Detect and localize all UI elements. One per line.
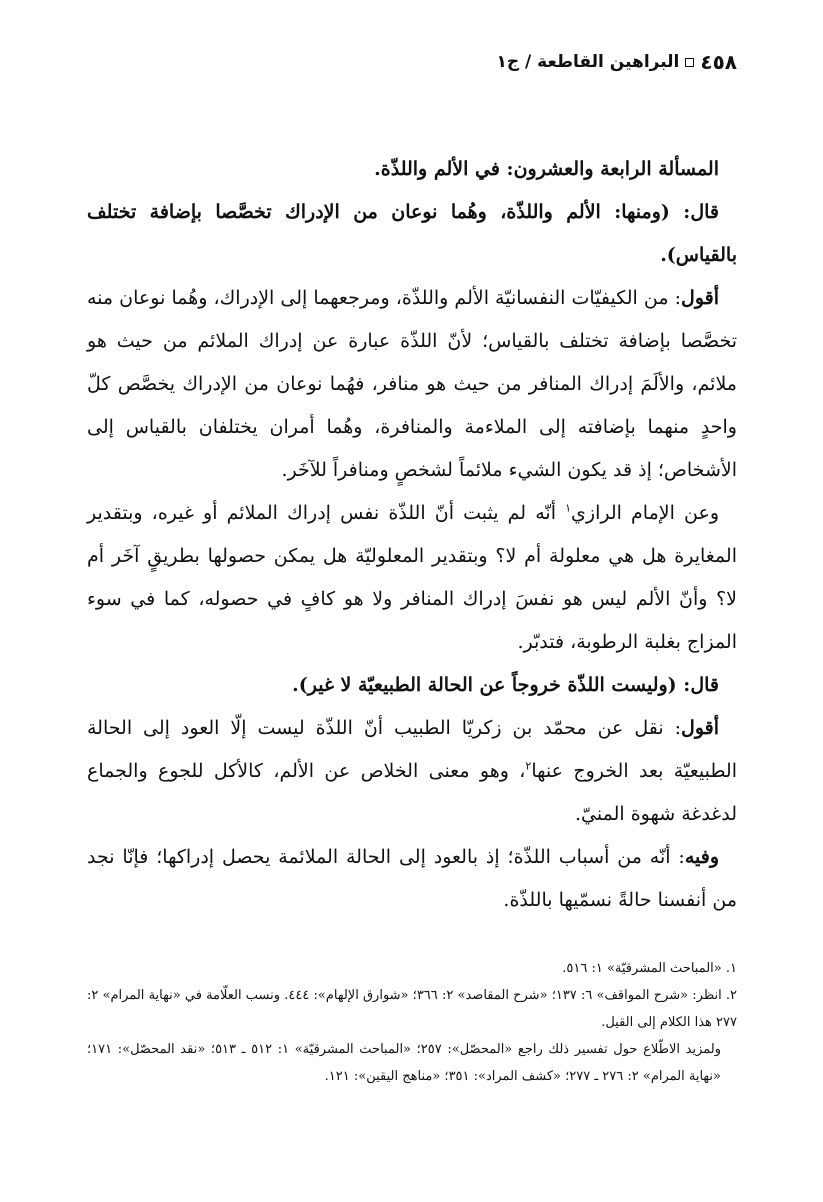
section-title (87, 148, 737, 191)
footnotes (87, 955, 737, 1090)
footnote-2-continued: ولمزيد الاطّلاع حول تفسير ذلك راجع «المحصّل»: ٢٥٧؛ «المباحث المشرقيّة» ١: ٥١٢ ـ ٥١٣؛ «نقد المحصّل»: ١٧١؛ «نهاية المرام» ٢: ٢٧٦ ـ ٢٧٧؛ «كشف المراد»: ٣٥١؛ «مناهج اليقين»: ١٢١. (87, 1042, 721, 1084)
aqul-paragraph-1 (87, 277, 737, 492)
footnote-1: ١. «المباحث المشرقيّة» ١: ٥١٦. (562, 961, 737, 976)
qal-label: قال (690, 674, 719, 696)
footnote-ref-2: ٢ (525, 759, 532, 773)
qal-label: قال (690, 201, 719, 223)
square-ornament-icon (685, 58, 694, 67)
running-title: البراهين القاطعة / ج١ (496, 52, 680, 72)
aqul-text-rest: ، وهو معنى الخلاص عن الألم، كالأكل للجوع والجماع لدغدغة شهوة المنيّ. (87, 760, 737, 825)
qal-paragraph-1 (87, 191, 737, 277)
aqul-label: أقول (681, 287, 719, 309)
footnote-2: ٢. انظر: «شرح المواقف» ٦: ١٣٧؛ «شرح المقاصد» ٢: ٣٦٦؛ «شوارق الإلهام»: ٤٤٤. ونسب العلّامة في «نهاية المرام» ٢: ٢٧٧ هذا الكلام إلى القيل. (87, 988, 738, 1030)
section-title-rest: : في الألم واللذّة. (374, 158, 514, 180)
aqul-text-start: : نقل عن محمّد بن زكريّا الطبيب أنّ اللذّة ليست إلّا العود إلى الحالة الطبيعيّة بعد الخروج عنها (87, 717, 737, 782)
fihi-text: : أنّه من أسباب اللذّة؛ إذ بالعود إلى الحالة الملائمة يحصل إدراكها؛ فإنّا نجد من أنفسنا حالةً نسمّيها باللذّة. (87, 846, 737, 911)
aqul-paragraph-2 (87, 707, 737, 836)
qal-text: : (ومنها: الألم واللذّة، وهُما نوعان من الإدراك تخصَّصا بإضافة تختلف بالقياس). (87, 201, 737, 266)
qal-paragraph-2 (87, 664, 737, 707)
page-header (496, 50, 737, 74)
footnote-ref-1: ١ (565, 501, 572, 515)
aqul-label: أقول (681, 717, 719, 739)
razi-paragraph (87, 492, 737, 664)
aqul-text: : من الكيفيّات النفسانيّة الألم واللذّة، ومرجعهما إلى الإدراك، وهُما نوعان منه تخصَّصا بإضافة تختلف بالقياس؛ لأنّ اللذّة عبارة عن إدراك الملائم من حيث هو ملائم، والألَمَ إدراك المنافر من حيث هو منافر، فهُما نوعان من الإدراك يخصَّص كلّ واحدٍ منهما بإضافته إلى الملاءمة والمنافرة، وهُما أمران يختلفان بالقياس إلى الأشخاص؛ إذ قد يكون الشيء ملائماً لشخصٍ ومنافراً للآخَر. (87, 287, 737, 481)
fihi-paragraph (87, 836, 737, 922)
section-title-bold: المسألة الرابعة والعشرون (513, 158, 719, 180)
fihi-label: وفيه (684, 846, 719, 868)
qal-text: : (وليست اللذّة خروجاً عن الحالة الطبيعيّة لا غير). (292, 674, 691, 696)
page-number: ٤٥٨ (700, 50, 737, 74)
main-text (87, 148, 737, 922)
razi-text-start: وعن الإمام الرازي (571, 502, 719, 524)
razi-text-rest: أنّه لم يثبت أنّ اللذّة نفس إدراك الملائم أو غيره، وبتقدير المغايرة هل هي معلولة أم لا؟ وبتقدير المعلوليّة هل يمكن حصولها بطريقٍ آخَر أم لا؟ وأنّ الألم ليس هو نفسَ إدراك المنافر ولا هو كافٍ في حصوله، كما في سوء المزاج بغلبة الرطوبة، فتدبّر. (87, 502, 737, 653)
